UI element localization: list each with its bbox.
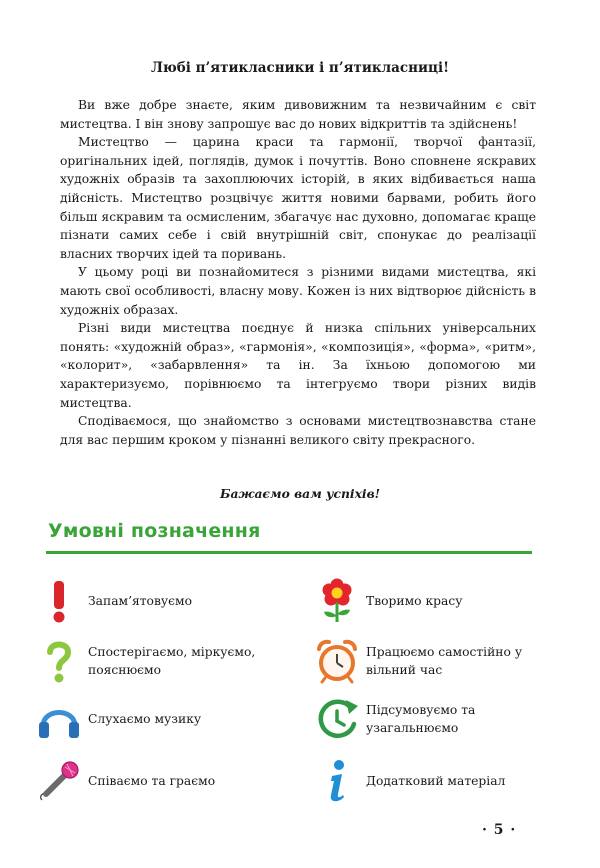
closing-wish: Бажаємо вам успіхів! <box>219 486 381 501</box>
paragraph: Мистецтво — царина краси та гармонії, творчої фантазії, оригінальних ідей, поглядів, думок і почуттів. Воно сповнене яскравих художніх образів та захоплюючих історій, в яких відбивається наша дійсність. Мистецтво розцвічує життя новими барвами, робить його більш яскравим та осмисленим, збагачує нас духовно, допомагає краще пізнати самих себе і свій внутрішній світ, спонукає до реалізації власних творчих ідей та поривань. <box>60 135 536 261</box>
legend-item-additional <box>312 756 552 806</box>
legend-title: Умовні позначення <box>48 520 261 542</box>
legend-item-sing <box>34 756 274 806</box>
page-number: · 5 · <box>482 822 517 838</box>
legend-label: Додатковий матеріал <box>366 774 506 788</box>
clock-arrow-icon <box>312 694 362 744</box>
alarm-clock-icon <box>312 636 362 686</box>
question-icon <box>34 636 84 686</box>
paragraph: Ви вже добре знаєте, яким дивовижним та незвичайним є світ мистецтва. І він знову запрошує вас до нових відкриттів та здійснень! <box>60 98 536 131</box>
legend-divider <box>46 551 532 554</box>
legend-item-independent-work <box>312 636 552 686</box>
legend-label: Працюємо самостійно у вільний час <box>366 645 523 677</box>
legend-item-music <box>34 694 274 744</box>
legend-label: Запам’ятовуємо <box>88 594 192 608</box>
paragraph: Різні види мистецтва поєднує й низка спільних універсальних понять: «художній образ», «гармонія», «композиція», «форма», «ритм», «колорит», «забарвлення» та ін. За їхньою допомогою ми характеризуємо, порівнюємо та інтегруємо твори різних видів мистецтва. <box>60 321 536 410</box>
page-number-value: 5 <box>493 822 505 838</box>
microphone-icon <box>34 756 84 806</box>
info-icon <box>312 756 362 806</box>
legend-item-summarize <box>312 694 552 744</box>
paragraph: Сподіваємося, що знайомство з основами мистецтвознавства стане для вас першим кроком у пізнанні великого світу прекрасного. <box>60 414 536 447</box>
legend-item-remember <box>34 576 274 626</box>
legend-label: Слухаємо музику <box>88 712 202 726</box>
legend-item-observe <box>34 636 274 686</box>
legend-item-create-beauty <box>312 576 552 626</box>
page-heading: Любі п’ятикласники і п’ятикласниці! <box>150 60 450 76</box>
legend-label: Підсумовуємо та узагальнюємо <box>366 703 476 735</box>
legend-label: Спостерігаємо, міркуємо, пояснюємо <box>88 645 256 677</box>
paragraph: У цьому році ви познайомитеся з різними видами мистецтва, які мають свої особливості, власну мову. Кожен із них відтворює дійсність в художніх образах. <box>60 265 536 317</box>
legend-label: Співаємо та граємо <box>88 774 216 788</box>
intro-text <box>60 96 536 449</box>
legend-label: Творимо красу <box>366 594 463 608</box>
exclamation-icon <box>34 576 84 626</box>
flower-icon <box>312 576 362 626</box>
headphones-icon <box>34 694 84 744</box>
